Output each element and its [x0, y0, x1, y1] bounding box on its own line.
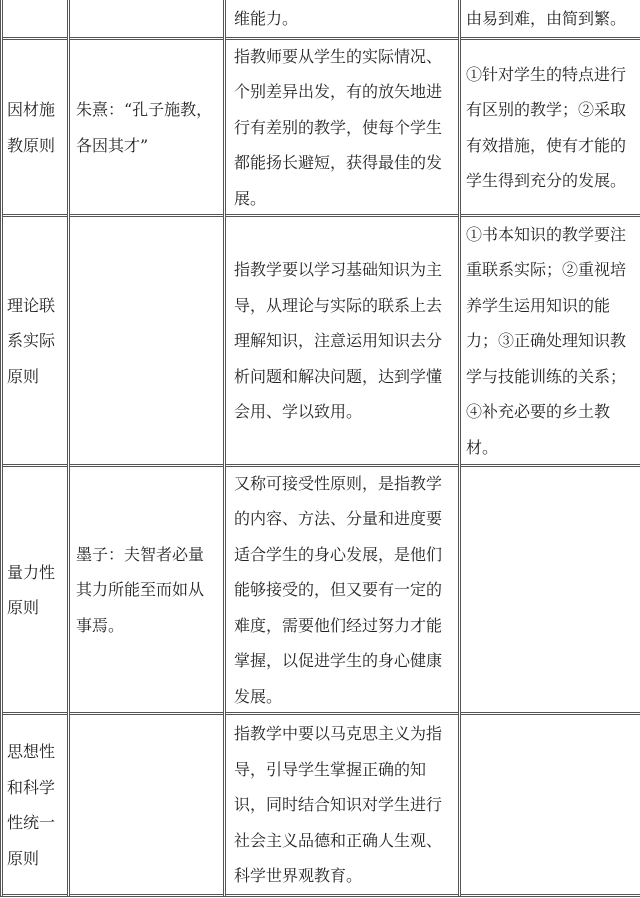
text-line: ④补充必要的乡土教: [466, 402, 611, 422]
requirements-cell: [466, 467, 640, 713]
text-line: 力；③正确处理知识教: [466, 331, 627, 351]
text-line: 展。: [234, 188, 267, 208]
text-line: 墨子：夫智者必量: [76, 544, 205, 564]
text-line: 难度，需要他们经过努力才能: [234, 615, 443, 635]
text-line: 重联系实际；②重视培: [466, 260, 627, 280]
text-line: 学生得到充分的发展。: [466, 171, 627, 190]
definition-cell: [234, 715, 456, 895]
text-line: 其力所能至而如从: [76, 580, 205, 600]
principle-name-cell: [7, 40, 67, 215]
column-divider: [458, 0, 461, 896]
text-line: 指教学中要以马克思主义为指: [234, 724, 443, 744]
definition-cell: [234, 0, 456, 38]
requirements-cell: [466, 40, 640, 215]
text-line: 学与技能训练的关系；: [466, 366, 627, 386]
principle-name-cell: [7, 715, 67, 895]
text-line: 析问题和解决问题，达到学懂: [234, 366, 443, 386]
text-line: 教原则: [7, 135, 56, 155]
text-line: 因材施: [7, 100, 56, 119]
text-line: 指教学要以学习基础知识为主: [234, 260, 443, 280]
text-line: 发展。: [234, 686, 283, 706]
text-line: 指教师要从学生的实际情况、: [234, 46, 443, 66]
text-line: 事焉。: [76, 615, 125, 635]
text-line: 原则: [7, 848, 40, 868]
quote-cell: [76, 467, 224, 713]
text-line: 个别差异出发，有的放矢地进: [234, 82, 443, 102]
column-divider: [67, 0, 70, 896]
definition-cell: [234, 467, 456, 713]
text-line: 维能力。: [234, 9, 299, 29]
text-line: 和科学: [7, 777, 56, 797]
text-line: 有区别的教学；②采取: [466, 100, 627, 119]
principle-name-cell: [7, 217, 67, 465]
text-line: 又称可接受性原则，是指教学: [234, 473, 443, 493]
text-line: 理论联: [7, 295, 56, 315]
text-line: 的内容、方法、分量和进度要: [234, 509, 443, 529]
principle-name-cell: [7, 0, 67, 38]
text-line: 原则: [7, 598, 40, 617]
text-line: 适合学生的身心发展，是他们: [234, 544, 443, 564]
quote-cell: [76, 0, 224, 38]
text-line: ①书本知识的教学要注: [466, 224, 627, 244]
text-line: 各因其才”: [76, 135, 149, 155]
text-line: 系实际: [7, 331, 56, 351]
text-line: 原则: [7, 366, 40, 386]
quote-cell: [76, 217, 224, 465]
text-line: 能够接受的，但又要有一定的: [234, 580, 443, 600]
text-line: 朱熹：“孔子施教，: [76, 100, 213, 119]
principle-name-cell: [7, 467, 67, 713]
text-line: 都能扬长避短，获得最佳的发: [234, 153, 443, 173]
text-line: 社会主义品德和正确人生观、: [234, 830, 443, 850]
definition-cell: [234, 217, 456, 465]
requirements-cell: [466, 0, 640, 38]
column-divider: [0, 0, 3, 896]
requirements-cell: [466, 217, 640, 465]
text-line: 掌握，以促进学生的身心健康: [234, 651, 443, 671]
text-line: 行有差别的教学，使每个学生: [234, 117, 443, 137]
text-line: 量力性: [7, 562, 56, 582]
quote-cell: [76, 40, 224, 215]
text-line: 养学生运用知识的能: [466, 295, 611, 315]
text-line: 导，引导学生掌握正确的知: [234, 759, 427, 779]
text-line: 由易到难，由简到繁。: [466, 9, 627, 29]
text-line: 性统一: [7, 813, 56, 832]
text-line: 理解知识，注意运用知识去分: [234, 331, 443, 351]
text-line: 材。: [466, 437, 499, 457]
text-line: 有效措施，使有才能的: [466, 135, 627, 155]
definition-cell: [234, 40, 456, 215]
text-line: 导，从理论与实际的联系上去: [234, 295, 443, 315]
text-line: ①针对学生的特点进行: [466, 64, 627, 84]
text-line: 会用、学以致用。: [234, 402, 363, 422]
text-line: 思想性: [7, 742, 56, 761]
quote-cell: [76, 715, 224, 895]
requirements-cell: [466, 715, 640, 895]
text-line: 科学世界观教育。: [234, 866, 363, 886]
text-line: 识，同时结合知识对学生进行: [234, 795, 443, 815]
